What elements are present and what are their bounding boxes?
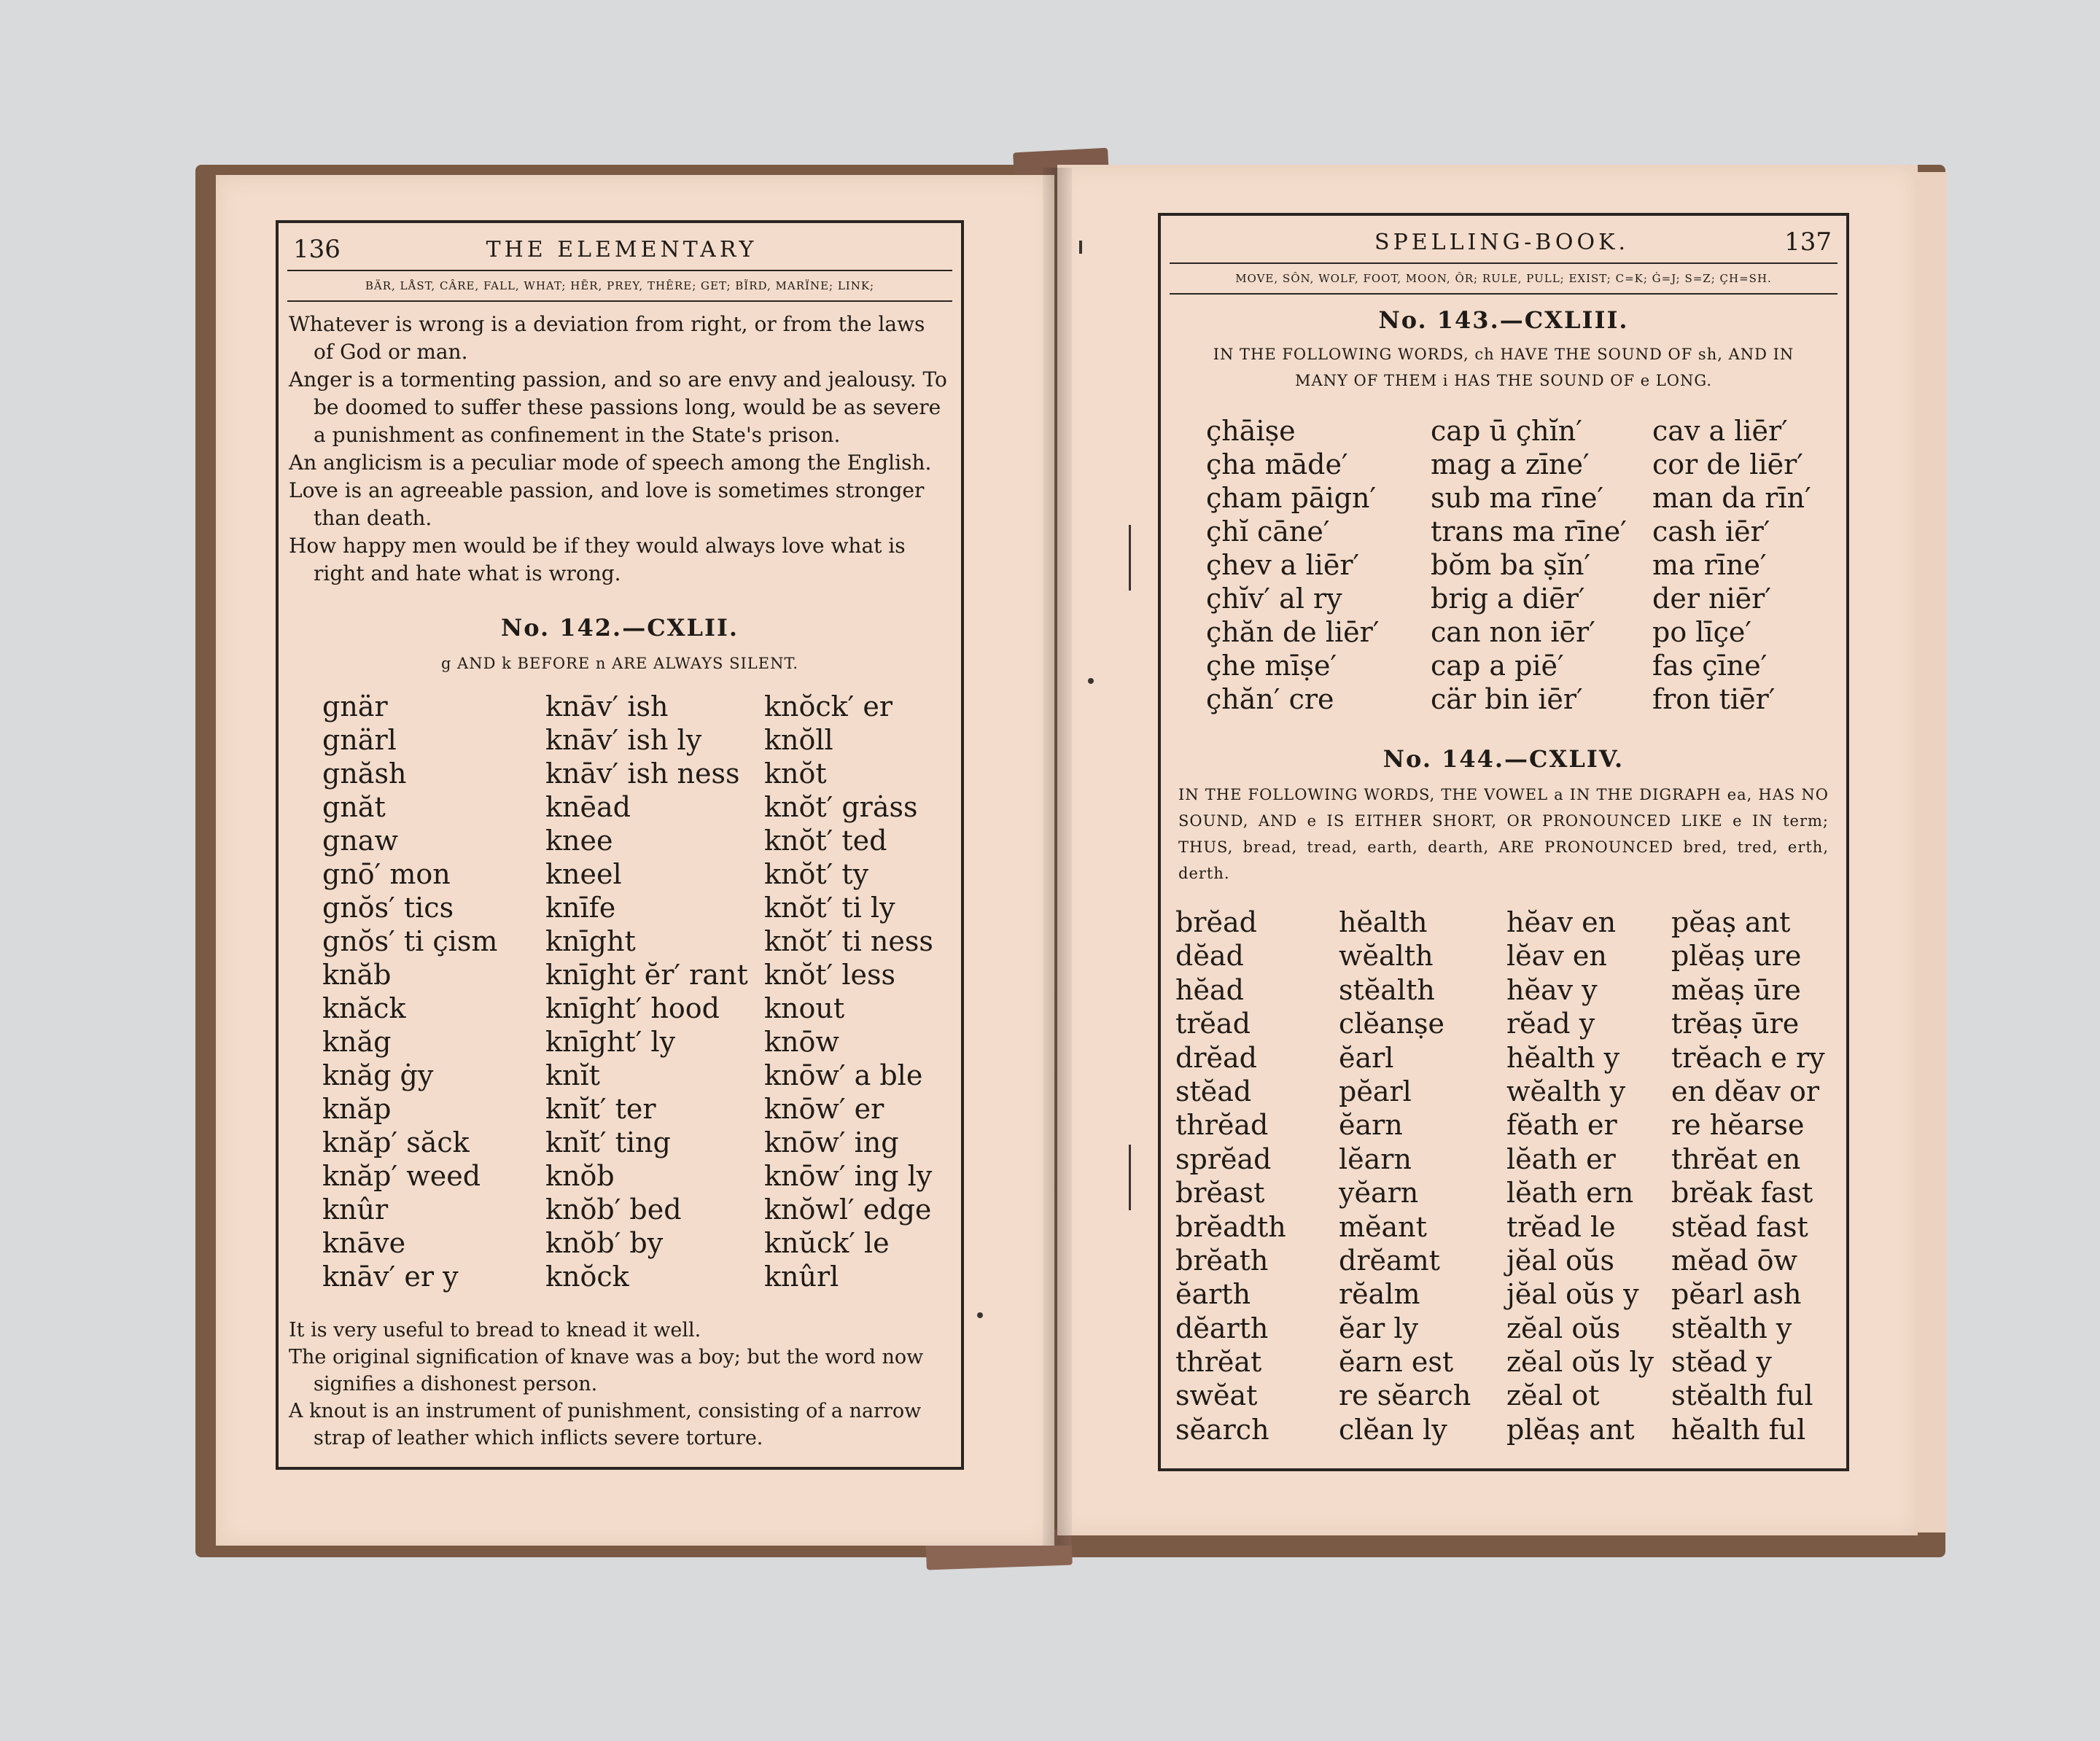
word-entry: knŏt′ ty xyxy=(764,858,869,890)
gutter-mark xyxy=(1079,241,1082,254)
word-entry: cap ū çhĭn′ xyxy=(1431,415,1582,447)
word-entry: mĕant xyxy=(1339,1210,1427,1243)
word-entry: knĭt′ ter xyxy=(545,1093,656,1125)
word-entry: gnŏs′ tics xyxy=(322,892,454,924)
paragraph: How happy men would be if they would always love what is right and hate what is wrong. xyxy=(289,534,906,585)
word-entry: cav a liēr′ xyxy=(1652,415,1788,447)
word-entry: knûrl xyxy=(764,1261,839,1293)
word-entry: pĕarl xyxy=(1339,1075,1412,1107)
word-entry: clĕan ly xyxy=(1339,1413,1447,1446)
word-entry: rĕalm xyxy=(1339,1278,1420,1311)
right-page-frame xyxy=(1158,213,1849,1471)
word-column xyxy=(1431,414,1627,716)
word-entry: ĕarl xyxy=(1339,1041,1394,1074)
word-entry: trans ma rīne′ xyxy=(1431,515,1627,548)
word-entry: clĕanṣe xyxy=(1339,1008,1445,1040)
word-entry: knĭt′ ting xyxy=(545,1126,671,1158)
pronunciation-key: MOVE, SÔN, WOLF, FOOT, MOON, ÔR; RULE, PULL; EXIST; C=K; Ġ=J; S=Z; ÇH=SH. xyxy=(1170,262,1838,295)
word-entry: hĕalth ful xyxy=(1671,1413,1806,1446)
word-entry: mĕaṣ ūre xyxy=(1671,973,1801,1006)
word-entry: knŏt′ ti ness xyxy=(764,925,933,957)
word-entry: yĕarn xyxy=(1339,1177,1419,1210)
page-number: 136 xyxy=(293,235,341,264)
word-entry: çhăn de liēr′ xyxy=(1206,616,1380,648)
word-entry: zĕal oŭs ly xyxy=(1506,1346,1654,1379)
word-entry: thrĕat en xyxy=(1671,1142,1801,1175)
word-entry: swĕat xyxy=(1175,1379,1258,1412)
word-entry: knōw′ er xyxy=(764,1093,884,1125)
word-entry: stĕad y xyxy=(1671,1346,1772,1379)
word-entry: knŭck′ le xyxy=(764,1227,890,1259)
word-entry: cash iēr′ xyxy=(1652,515,1770,548)
word-entry: ĕarn est xyxy=(1339,1346,1454,1379)
word-entry: brĕak fast xyxy=(1671,1177,1813,1210)
word-entry: fron tiēr′ xyxy=(1652,683,1776,715)
word-entry: jĕal oŭs y xyxy=(1506,1278,1639,1311)
word-entry: mĕad ōw xyxy=(1671,1244,1797,1277)
notes xyxy=(289,1317,951,1452)
section-title: No. 142.—CXLII. xyxy=(500,614,739,642)
word-entry: knŏck xyxy=(545,1261,629,1293)
word-entry: knăp xyxy=(322,1093,392,1125)
page-number: 137 xyxy=(1784,227,1832,257)
word-entry: knŏll xyxy=(764,724,833,756)
word-entry: brĕadth xyxy=(1175,1210,1286,1243)
word-entry: brig a diēr′ xyxy=(1431,583,1585,615)
word-column xyxy=(1339,905,1471,1446)
word-column xyxy=(1671,905,1825,1446)
reading-paragraphs xyxy=(289,311,951,588)
word-entry: knīght′ hood xyxy=(545,992,720,1024)
word-entry: zĕal ot xyxy=(1506,1379,1600,1412)
word-entry: trĕaṣ ūre xyxy=(1671,1008,1800,1040)
word-column xyxy=(1506,905,1654,1446)
word-entry: gnō′ mon xyxy=(322,858,451,890)
word-entry: jĕal oŭs xyxy=(1506,1244,1615,1277)
word-entry: sprĕad xyxy=(1175,1142,1272,1175)
pronunciation-key: BÄR, LÅST, CÂRE, FALL, WHAT; HẼR, PREY, THÊRE; GET; BĨRD, MARÏNE; LINK; xyxy=(287,270,952,302)
word-entry: sĕarch xyxy=(1175,1413,1269,1446)
word-entry: zĕal oŭs xyxy=(1506,1312,1621,1344)
word-entry: lĕath er xyxy=(1506,1142,1616,1175)
word-entry: knăg ġy xyxy=(322,1059,434,1091)
word-entry: knāve xyxy=(322,1227,406,1259)
word-entry: plĕaṣ ant xyxy=(1506,1413,1635,1446)
word-entry: trĕach e ry xyxy=(1671,1041,1825,1074)
word-entry: hĕad xyxy=(1175,973,1244,1006)
word-entry: ĕar ly xyxy=(1339,1312,1419,1344)
word-entry: çha māde′ xyxy=(1206,448,1348,480)
word-entry: hĕav y xyxy=(1506,973,1598,1006)
word-entry: lĕarn xyxy=(1339,1142,1412,1175)
word-entry: cär bin iēr′ xyxy=(1431,683,1583,715)
word-entry: pĕaṣ ant xyxy=(1671,906,1791,938)
left-page-frame xyxy=(276,220,964,1470)
word-entry: cap a piē′ xyxy=(1431,650,1564,682)
word-entry: stĕad xyxy=(1175,1075,1252,1107)
section-subtitle: g AND k BEFORE n ARE ALWAYS SILENT. xyxy=(440,655,799,672)
word-entry: knăck xyxy=(322,992,406,1024)
section-subtitle: IN THE FOLLOWING WORDS, THE VOWEL a IN THE DIGRAPH ea, HAS NO SOUND, AND e IS EITHER SHORT, OR PRONOUNCED LIKE e IN term; THUS, bread, tread, earth, dearth, ARE PRONOUNCED bred, tred, erth, derth. xyxy=(1178,786,1829,882)
word-entry: dĕad xyxy=(1175,940,1244,973)
word-entry: knŏt′ less xyxy=(764,959,895,991)
word-entry: po līçe′ xyxy=(1652,616,1751,648)
word-entry: çhăn′ cre xyxy=(1206,683,1334,715)
gutter-mark xyxy=(977,1312,983,1318)
word-entry: wĕalth xyxy=(1339,940,1434,973)
word-entry: knōw′ ing xyxy=(764,1126,899,1158)
word-entry: hĕalth xyxy=(1339,906,1428,938)
word-entry: ma rīne′ xyxy=(1652,549,1767,581)
word-entry: knŏwl′ edge xyxy=(764,1193,932,1226)
word-entry: gnärl xyxy=(322,724,397,756)
word-entry: knăb xyxy=(322,959,392,991)
word-entry: brĕad xyxy=(1175,906,1257,938)
gutter-mark xyxy=(1129,525,1131,591)
word-entry: lĕav en xyxy=(1506,940,1607,973)
word-entry: çham pāign′ xyxy=(1206,482,1377,514)
section-subtitle: IN THE FOLLOWING WORDS, ch HAVE THE SOUND OF sh, AND IN MANY OF THEM i HAS THE SOUND OF e LONG. xyxy=(1213,346,1794,389)
word-entry: knŏt′ grȧss xyxy=(764,791,918,823)
note: It is very useful to bread to knead it well. xyxy=(289,1319,701,1341)
word-column xyxy=(1175,905,1286,1446)
section-title: No. 143.—CXLIII. xyxy=(1378,306,1629,334)
word-entry: bŏm ba ṣĭn′ xyxy=(1431,549,1591,581)
word-entry: brĕath xyxy=(1175,1244,1269,1277)
word-entry: dĕarth xyxy=(1175,1312,1269,1344)
running-title: THE ELEMENTARY xyxy=(486,236,758,262)
word-entry: ĕarth xyxy=(1175,1278,1251,1311)
word-entry: knŏb′ bed xyxy=(545,1193,682,1226)
gutter-mark xyxy=(1088,678,1094,684)
word-column xyxy=(1206,414,1379,716)
word-entry: fas çīne′ xyxy=(1652,650,1768,682)
word-entry: stĕad fast xyxy=(1671,1210,1808,1243)
word-entry: knōw xyxy=(764,1026,839,1058)
word-entry: çhev a liēr′ xyxy=(1206,549,1360,581)
word-column xyxy=(322,690,497,1293)
word-entry: re sĕarch xyxy=(1339,1379,1471,1412)
word-entry: knīfe xyxy=(545,892,616,924)
paragraph: Love is an agreeable passion, and love is sometimes stronger than death. xyxy=(289,478,925,530)
running-title: SPELLING-BOOK. xyxy=(1374,229,1630,255)
word-entry: çhāiṣe xyxy=(1206,415,1296,447)
word-entry: gnăt xyxy=(322,791,386,823)
paragraph: An anglicism is a peculiar mode of speech among the English. xyxy=(289,451,932,475)
word-entry: stĕalth y xyxy=(1671,1312,1792,1344)
word-entry: knāv′ ish ness xyxy=(545,757,740,790)
word-entry: en dĕav or xyxy=(1671,1075,1820,1107)
word-entry: knŏb′ by xyxy=(545,1227,664,1259)
word-entry: knăg xyxy=(322,1026,392,1058)
word-column xyxy=(764,690,933,1293)
word-entry: drĕamt xyxy=(1339,1244,1440,1277)
word-entry: knout xyxy=(764,992,845,1024)
left-running-head xyxy=(293,235,946,264)
word-entry: kneel xyxy=(545,858,622,890)
word-entry: gnär xyxy=(322,690,388,723)
word-entry: çhe mīṣe′ xyxy=(1206,650,1337,682)
word-entry: gnŏs′ ti çism xyxy=(322,925,498,957)
book-gutter xyxy=(1043,168,1072,1546)
right-running-head xyxy=(1175,227,1832,257)
word-entry: knŏb xyxy=(545,1160,615,1192)
word-entry: hĕav en xyxy=(1506,906,1617,938)
word-entry: knŏt′ ti ly xyxy=(764,892,895,924)
gutter-mark xyxy=(1129,1145,1131,1210)
word-entry: thrĕat xyxy=(1175,1346,1262,1379)
word-entry: trĕad xyxy=(1175,1008,1251,1040)
word-entry: knāv′ ish xyxy=(545,690,669,723)
word-entry: fĕath er xyxy=(1506,1109,1617,1142)
word-entry: knee xyxy=(545,825,613,857)
note: A knout is an instrument of punishment, consisting of a narrow strap of leather which inflicts severe torture. xyxy=(289,1400,922,1449)
word-entry: hĕalth y xyxy=(1506,1041,1620,1074)
word-entry: knāv′ ish ly xyxy=(545,724,702,756)
word-entry: sub ma rīne′ xyxy=(1431,482,1604,514)
word-entry: knēad xyxy=(545,791,631,823)
word-entry: knōw′ ing ly xyxy=(764,1160,933,1192)
word-entry: cor de liēr′ xyxy=(1652,448,1803,480)
word-entry: knōw′ a ble xyxy=(764,1059,923,1091)
section-title: No. 144.—CXLIV. xyxy=(1382,745,1625,773)
note: The original signification of knave was a boy; but the word now signifies a dishonest person. xyxy=(289,1346,924,1395)
word-entry: stĕalth ful xyxy=(1671,1379,1813,1412)
word-entry: can non iēr′ xyxy=(1431,616,1595,648)
word-entry: gnăsh xyxy=(322,757,407,790)
word-entry: stĕalth xyxy=(1339,973,1435,1006)
word-entry: pĕarl ash xyxy=(1671,1278,1802,1311)
paragraph: Anger is a tormenting passion, and so are envy and jealousy. To be doomed to suffer these passions long, would be as severe a punishment as confinement in the State's prison. xyxy=(289,367,947,447)
word-entry: knāv′ er y xyxy=(322,1261,459,1293)
word-entry: man da rīn′ xyxy=(1652,482,1811,514)
word-entry: trĕad le xyxy=(1506,1210,1616,1243)
word-entry: knăp′ weed xyxy=(322,1160,481,1192)
word-entry: thrĕad xyxy=(1175,1109,1269,1142)
word-entry: mag a zīne′ xyxy=(1431,448,1590,480)
word-entry: çhĭ cāne′ xyxy=(1206,515,1330,548)
word-entry: ĕarn xyxy=(1339,1109,1403,1142)
word-entry: wĕalth y xyxy=(1506,1075,1626,1107)
word-entry: drĕad xyxy=(1175,1041,1257,1074)
word-entry: gnaw xyxy=(322,825,398,857)
word-entry: plĕaṣ ure xyxy=(1671,940,1802,973)
word-entry: re hĕarse xyxy=(1671,1109,1805,1142)
word-entry: knīght ĕr′ rant xyxy=(545,959,748,991)
word-entry: knăp′ săck xyxy=(322,1126,470,1158)
word-entry: knīght′ ly xyxy=(545,1026,676,1058)
word-entry: knŏck′ er xyxy=(764,690,893,723)
word-entry: knĭt xyxy=(545,1059,600,1091)
word-column xyxy=(1652,414,1811,716)
word-entry: çhĭv′ al ry xyxy=(1206,583,1342,615)
paragraph: Whatever is wrong is a deviation from right, or from the laws of God or man. xyxy=(289,312,925,364)
word-entry: der niēr′ xyxy=(1652,583,1771,615)
word-entry: rĕad y xyxy=(1506,1008,1595,1040)
word-entry: knŏt′ ted xyxy=(764,825,887,857)
word-entry: brĕast xyxy=(1175,1177,1265,1210)
word-entry: lĕath ern xyxy=(1506,1177,1634,1210)
word-entry: knŏt xyxy=(764,757,827,790)
word-column xyxy=(545,690,748,1293)
word-entry: knûr xyxy=(322,1193,389,1226)
word-entry: knīght xyxy=(545,925,636,957)
